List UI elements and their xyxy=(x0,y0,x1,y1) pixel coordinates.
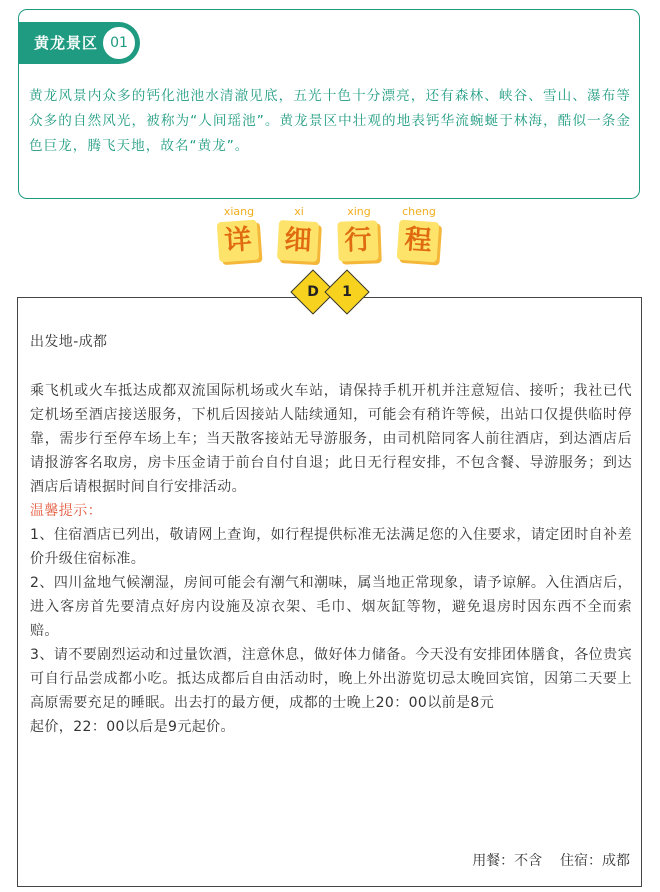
day-description: 乘飞机或火车抵达成都双流国际机场或火车站，请保持手机开机并注意短信、接听；我社已代定机场至酒店接送服务，下机后因接站人陆续通知，可能会有稍许等候，出站口仅提供临时停靠，需步行至停车场上车；当天散客接站无导游服务，由司机陪同客人前往酒店，到达酒店后请报游客名取房，房卡压金请于前台自付自退；此日无行程安排，不包含餐、导游服务；到达酒店后请根据时间自行安排活动。 xyxy=(30,383,632,495)
heading-hanzi: 行 xyxy=(337,220,378,261)
tip-item: 2、四川盆地气候潮湿，房间可能会有潮气和潮味，属当地正常现象，请予谅解。入住酒店后，进入客房首先要清点好房内设施及凉衣架、毛巾、烟灰缸等物，避免退房时因东西不全而索赔。 xyxy=(30,575,632,639)
scenic-area-card xyxy=(18,9,640,199)
heading-char xyxy=(273,206,325,272)
day-content xyxy=(30,330,632,739)
tip-item: 1、住宿酒店已列出，敬请网上查询，如行程提供标准无法满足您的入住要求，请定团时自补差价升级住宿标准。 xyxy=(30,527,632,567)
heading-hanzi: 程 xyxy=(397,220,440,263)
section-tag xyxy=(19,22,140,64)
meals-info: 用餐：不含 xyxy=(472,853,543,869)
heading-pinyin: xi xyxy=(294,205,304,218)
departure-origin: 出发地-成都 xyxy=(30,334,108,350)
tip-item-continued: 起价，22：00以后是9元起价。 xyxy=(30,719,235,735)
heading-char xyxy=(213,206,265,272)
section-tag-number: 01 xyxy=(101,25,137,61)
tips-title: 温馨提示： xyxy=(30,503,102,519)
heading-pinyin: xing xyxy=(347,205,371,218)
scenic-intro-text: 黄龙风景内众多的钙化池池水清澈见底，五光十色十分漂亮，还有森林、峡谷、雪山、瀑布等众多的自然风光，被称为“人间瑶池”。黄龙景区中壮观的地表钙华流蜿蜒于林海，酷似一条金色巨龙，腾飞天地，故名“黄龙”。 xyxy=(29,88,631,154)
heading-hanzi: 细 xyxy=(277,220,319,262)
itinerary-heading xyxy=(213,206,453,272)
heading-char xyxy=(333,206,385,272)
heading-hanzi: 详 xyxy=(217,220,260,263)
heading-char xyxy=(393,206,445,272)
section-tag-label: 黄龙景区 xyxy=(34,34,99,52)
heading-pinyin: xiang xyxy=(223,205,255,218)
meal-lodging-info xyxy=(472,850,630,870)
lodging-info: 住宿：成都 xyxy=(560,853,630,869)
day-badge-number: 1 xyxy=(342,284,352,300)
day-badge-letter: D xyxy=(307,284,319,300)
tip-item: 3、请不要剧烈运动和过量饮酒，注意休息，做好体力储备。今天没有安排团体膳食，各位贵宾可自行品尝成都小吃。抵达成都后自由活动时，晚上外出游览切忌太晚回宾馆，因第二天要上高原需要充足的睡眠。出去打的最方便，成都的士晚上20：00以前是8元 xyxy=(30,647,632,711)
heading-pinyin: cheng xyxy=(402,205,436,218)
